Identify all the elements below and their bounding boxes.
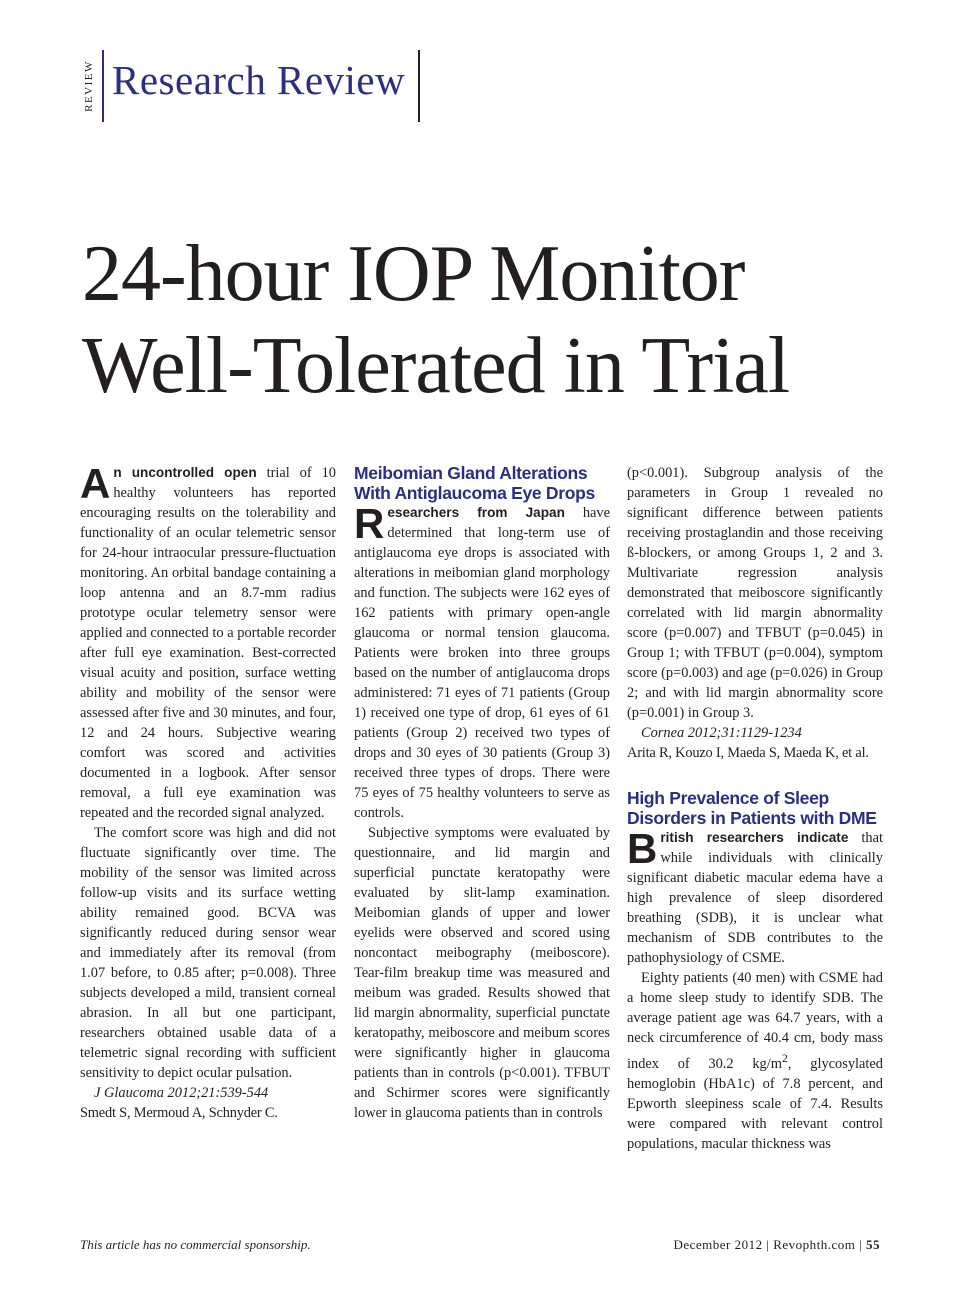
page-footer [673, 1237, 880, 1253]
article2-title: Meibomian Gland Alterations With Antiglaucoma Eye Drops [354, 463, 595, 503]
lead-in: n uncontrolled open [113, 465, 257, 480]
header-rule-left [102, 50, 104, 122]
article3-paragraph-1 [627, 825, 883, 968]
article2-paragraph-1 [354, 500, 610, 823]
lead-in: esearchers from Japan [387, 505, 565, 520]
article-column-2 [354, 463, 610, 1123]
article3-title: High Prevalence of Sleep Disorders in Patients with DME [627, 788, 877, 828]
header-rule-right [418, 50, 420, 122]
dropcap: A [80, 460, 111, 507]
paragraph-text: that while individuals with clinically significant diabetic macular edema have a high prevalence of sleep disordered breathing (SDB), it is unclear what mechanism of SDB contributes to the pathophysiology of CSME. [627, 830, 883, 966]
lead-in: ritish researchers indicate [660, 830, 849, 845]
section-tag [78, 52, 100, 120]
article2-citation: Cornea 2012;31:1129-1234 [641, 725, 802, 741]
article3-paragraph-2 [627, 968, 883, 1154]
paragraph-text: Eighty patients (40 men) with CSME had a home sleep study to identify SDB. The average patient age was 64.7 years, with a neck circumference of 40.4 cm, body mass index of 30.2 kg/m [627, 970, 883, 1072]
issue-info: December 2012 | Revophth.com | [673, 1237, 866, 1252]
sponsorship-note: This article has no commercial sponsorship. [80, 1237, 311, 1252]
section-title: Research Review [112, 57, 406, 103]
article-headline: 24-hour IOP Monitor Well-Tolerated in Trial [82, 230, 790, 410]
article2-authors: Arita R, Kouzo I, Maeda S, Maeda K, et al. [627, 745, 869, 761]
superscript: 2 [781, 1051, 788, 1065]
article2-paragraph-2: Subjective symptoms were evaluated by questionnaire, and lid margin and superficial punctate keratopathy were evaluated by slit-lamp examination. Meibomian glands of upper and lower eyelids were observed and scored using noncontact meibography (meiboscore). Tear-film breakup time was measured and meibum was graded. Results showed that lid margin abnormality, superficial punctate keratopathy, meiboscore and meibum scores were significantly higher in glaucoma patients than in controls (p<0.001). TFBUT and Schirmer scores were significantly lower in glaucoma patients than in controls [354, 825, 610, 1121]
section-tag-label: REVIEW [83, 60, 95, 112]
dropcap: B [627, 825, 658, 872]
paragraph-text: trial of 10 healthy volunteers has reported encouraging results on the tolerability and functionality of an ocular telemetric sensor for 24-hour intraocular pressure-fluctuation monitoring. An orbital bandage containing a loop antenna and an 8.7-mm radius prototype ocular telemetry sensor were applied and connected to a portable recorder after full eye examination. Best-corrected visual acuity and position, surface wetting ability and mobility of the sensor were assessed after five and 30 minutes, and four, 12 and 24 hours. Subjective wearing comfort was scored and activities documented in a logbook. After sensor removal, a full eye examination was repeated and the recorded signal analyzed. [80, 465, 336, 821]
paragraph-text: , glycosylated hemoglobin (HbA1c) of 7.8 percent, and Epworth sleepiness scale of 7.4. Results were compared with relevant control populations, macular thickness was [627, 1055, 883, 1152]
paragraph-text: have determined that long-term use of antiglaucoma eye drops is associated with alterations in meibomian gland morphology and function. The subjects were 162 eyes of 162 patients with primary open-angle glaucoma or normal tension glaucoma. Patients were broken into three groups based on the number of antiglaucoma drops administered: 71 eyes of 71 patients (Group 1) received one type of drop, 61 eyes of 61 patients (Group 2) received two types of drops and 30 eyes of 30 patients (Group 3) received three types of drops. There were 75 eyes of 75 healthy volunteers to serve as controls. [354, 505, 610, 821]
article1-authors: Smedt S, Mermoud A, Schnyder C. [80, 1105, 278, 1121]
dropcap: R [354, 500, 385, 547]
article2-paragraph-3: (p<0.001). Subgroup analysis of the parameters in Group 1 revealed no significant difference between patients receiving prostaglandin and those receiving ß-blockers, or among Groups 1, 2 and 3. Multivariate regression analysis demonstrated that meiboscore significantly correlated with lid margin abnormality score (p=0.007) and TFBUT (p=0.045) in Group 1; with TFBUT (p=0.004), symptom score (p=0.003) and age (p=0.026) in Group 2; and with lid margin abnormality score (p=0.001) in Group 3. [627, 465, 883, 721]
article1-citation: J Glaucoma 2012;21:539-544 [94, 1085, 269, 1101]
article-column-1 [80, 460, 336, 1123]
article1-paragraph-2: The comfort score was high and did not fluctuate significantly over time. The mobility of the sensor was limited across follow-up visits and its surface wetting ability remained good. BCVA was significantly reduced during sensor wear and immediately after its removal (from 1.07 before, to 0.85 after; p=0.008). Three subjects developed a mild, transient corneal abrasion. In all but one participant, researchers obtained usable data of a telemetric signal recording with sufficient sensitivity to depict ocular pulsation. [80, 825, 336, 1081]
article-column-3 [627, 463, 883, 1154]
section-spacer [627, 763, 883, 788]
article1-paragraph-1 [80, 460, 336, 823]
page-number: 55 [866, 1237, 880, 1252]
